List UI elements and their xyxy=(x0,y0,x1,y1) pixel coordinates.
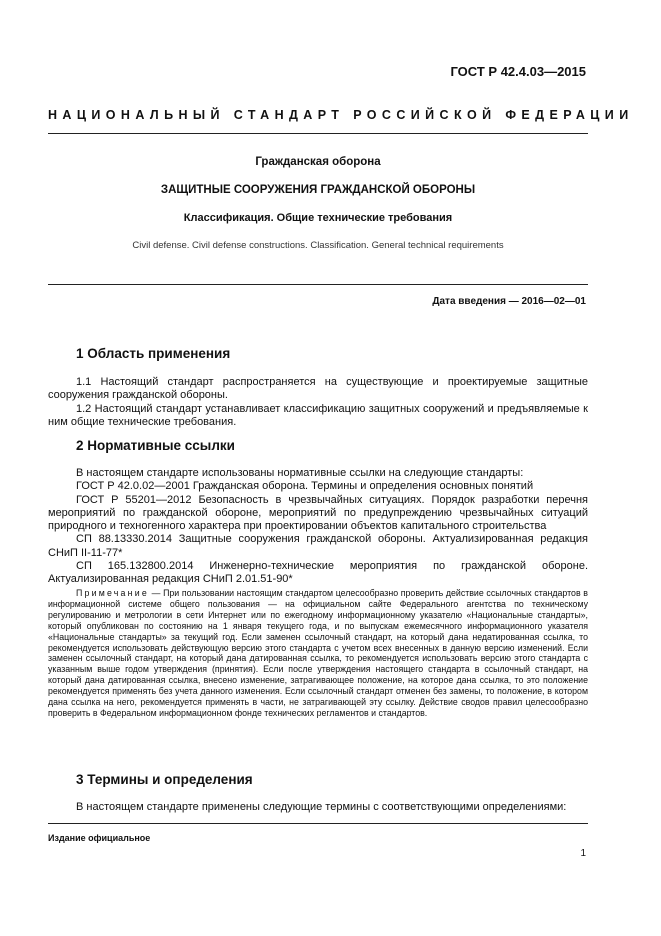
edition-label: Издание официальное xyxy=(48,833,151,843)
effective-date: Дата введения — 2016—02—01 xyxy=(432,296,586,307)
reference-item: СП 165.132800.2014 Инженерно-технические мероприятия по гражданской обороне. Актуализированная редакция СНиП 2.01.51-90* xyxy=(48,560,588,586)
references-note xyxy=(48,588,588,719)
reference-item: СП 88.13330.2014 Защитные сооружения гражданской обороны. Актуализированная редакция СНиП II-11-77* xyxy=(48,533,588,559)
title-line-1: Гражданская оборона xyxy=(255,156,381,168)
section-3-heading: 3 Термины и определения xyxy=(76,772,253,787)
reference-item: ГОСТ Р 42.0.02—2001 Гражданская оборона. Термины и определения основных понятий xyxy=(76,480,534,493)
divider-top xyxy=(48,133,588,134)
page-number: 1 xyxy=(580,848,586,859)
section-1-heading: 1 Область применения xyxy=(76,346,231,361)
note-label: Примечание xyxy=(76,588,149,598)
standard-type-banner: НАЦИОНАЛЬНЫЙ СТАНДАРТ РОССИЙСКОЙ ФЕДЕРАЦИИ xyxy=(48,108,634,122)
section-1-body xyxy=(48,376,588,429)
title-line-3: Классификация. Общие технические требования xyxy=(183,212,453,224)
section-2-heading: 2 Нормативные ссылки xyxy=(76,438,235,453)
divider-title xyxy=(48,284,588,285)
paragraph-1-1: 1.1 Настоящий стандарт распространяется на существующие и проектируемые защитные сооружения гражданской обороны. xyxy=(48,376,588,402)
paragraph-1-2: 1.2 Настоящий стандарт устанавливает классификацию защитных сооружений и предъявляемые к ним общие технические требования. xyxy=(48,402,588,428)
section-2-body xyxy=(48,467,588,587)
reference-item: ГОСТ Р 55201—2012 Безопасность в чрезвычайных ситуациях. Порядок разработки перечня мероприятий по гражданской обороне, мероприятий по предупреждению чрезвычайных ситуаций природного и техногенного характера при проектировании объектов капитального строительства xyxy=(48,493,588,533)
section-3-body xyxy=(48,801,588,814)
divider-footer xyxy=(48,823,588,824)
document-number: ГОСТ Р 42.4.03—2015 xyxy=(450,64,586,79)
section-2-intro: В настоящем стандарте использованы нормативные ссылки на следующие стандарты: xyxy=(76,467,524,479)
section-3-intro: В настоящем стандарте применены следующие термины с соответствующими определениями: xyxy=(76,801,567,813)
title-line-2: ЗАЩИТНЫЕ СООРУЖЕНИЯ ГРАЖДАНСКОЙ ОБОРОНЫ xyxy=(160,184,476,196)
note-text: — При пользовании настоящим стандартом целесообразно проверить действие ссылочных стандартов в информационной системе общего пользования — на официальном сайте Федерального агентства по техническому регулированию и метрологии в сети Интернет или по ежегодному информационному указателю «Национальные стандарты», который опубликован по состоянию на 1 января текущего года, и по выпускам ежемесячного информационного указателя «Национальные стандарты» за текущий год. Если заменен ссылочный стандарт, на который дана недатированная ссылка, то рекомендуется использовать действующую версию этого стандарта с учетом всех внесенных в данную версию изменений. Если заменен ссылочный стандарт, на который дана датированная ссылка, то рекомендуется использовать версию этого стандарта с указанным выше годом утверждения (принятия). Если после утверждения настоящего стандарта в ссылочный стандарт, на который дана датированная ссылка, внесено изменение, затрагивающее положение, на которое дана ссылка, то это положение рекомендуется применять без учета данного изменения. Если ссылочный стандарт отменен без замены, то положение, в котором дана ссылка на него, рекомендуется применять в части, не затрагивающей эту ссылку. Действие сводов правил целесообразно проверить в Федеральном информационном фонде технических регламентов и стандартов. xyxy=(48,588,588,718)
title-english: Civil defense. Civil defense constructions. Classification. General technical requirements xyxy=(132,240,504,251)
